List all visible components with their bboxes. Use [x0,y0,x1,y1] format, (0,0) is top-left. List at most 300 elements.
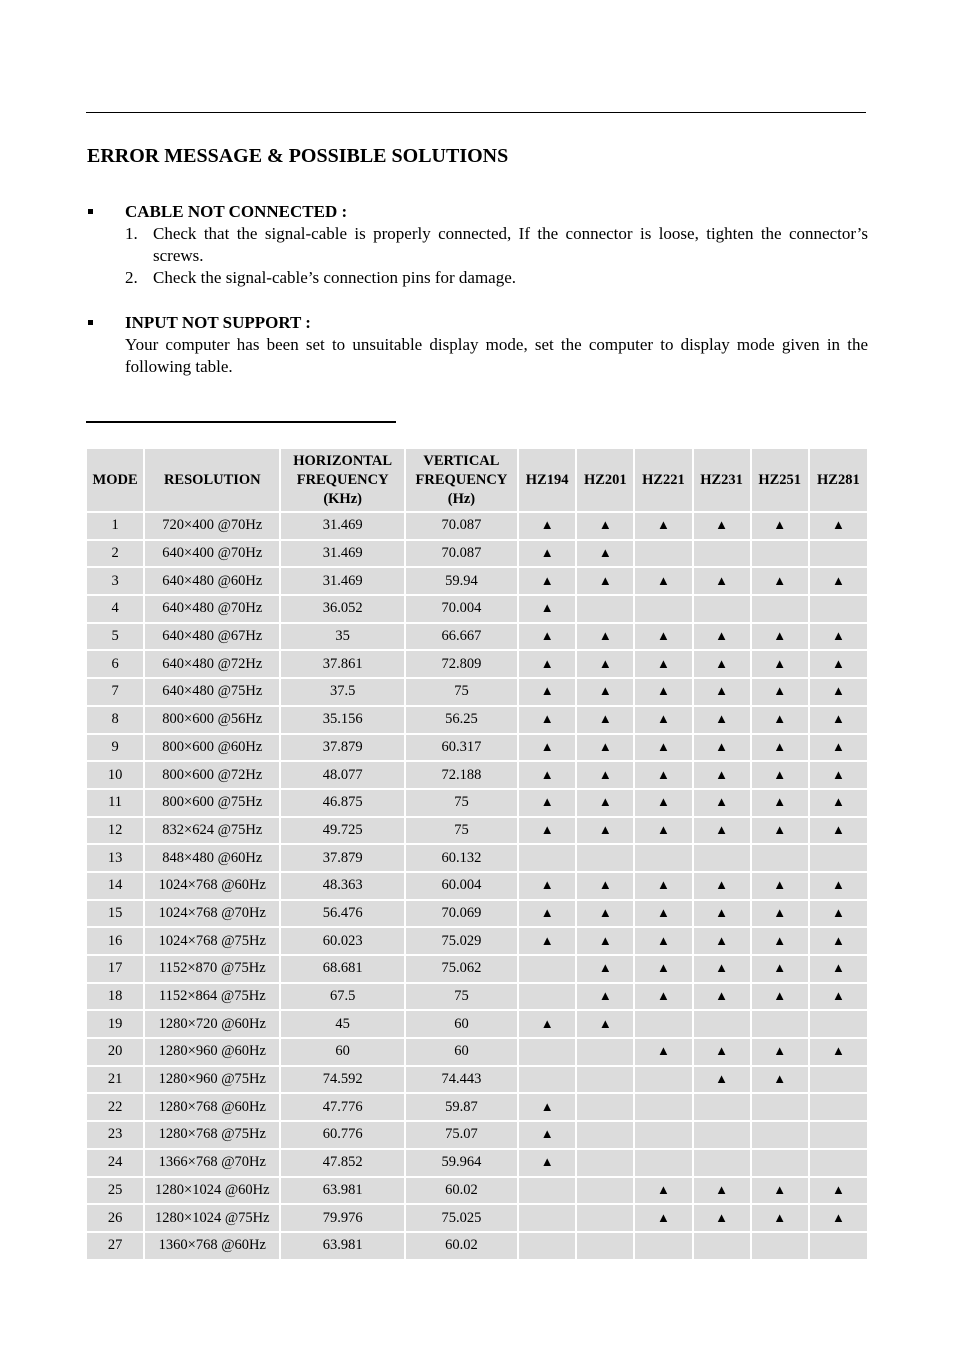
vertical-frequency-cell: 72.188 [406,762,517,788]
hz231-support-cell [694,624,750,650]
vertical-frequency-cell: 56.25 [406,707,517,733]
header-hz231: HZ231 [694,449,750,511]
hz281-support-cell [810,568,867,594]
mode-cell: 1 [87,513,143,539]
hz221-support-cell [635,762,691,788]
supported-triangle-icon: ▲ [715,683,728,699]
hz281-support-cell [810,790,867,816]
hz231-support-cell [694,1233,750,1259]
supported-triangle-icon: ▲ [715,821,728,837]
hz221-support-cell [635,1150,691,1176]
vertical-frequency-cell: 75 [406,818,517,844]
hz231-support-cell [694,513,750,539]
supported-triangle-icon: ▲ [540,628,554,644]
hz231-support-cell [694,984,750,1010]
vertical-frequency-cell: 72.809 [406,651,517,677]
supported-triangle-icon: ▲ [540,711,554,727]
resolution-cell: 848×480 @60Hz [145,845,279,871]
hz231-support-cell [694,568,750,594]
hz201-support-cell [577,1233,633,1259]
hz221-support-cell [635,1122,691,1148]
hz281-support-cell [810,651,867,677]
resolution-cell: 1280×960 @75Hz [145,1067,279,1093]
hz194-support-cell [519,1039,575,1065]
supported-triangle-icon: ▲ [656,1209,670,1225]
supported-triangle-icon: ▲ [715,572,728,588]
horizontal-frequency-cell: 36.052 [281,596,403,622]
mode-cell: 16 [87,928,143,954]
vertical-frequency-cell: 59.964 [406,1150,517,1176]
list-item [87,267,868,289]
hz221-support-cell [635,707,691,733]
supported-triangle-icon: ▲ [540,683,554,699]
horizontal-frequency-cell: 49.725 [281,818,403,844]
supported-triangle-icon: ▲ [540,600,554,616]
supported-triangle-icon: ▲ [540,1126,554,1142]
hz201-support-cell [577,596,633,622]
hz281-support-cell [810,679,867,705]
hz231-support-cell [694,818,750,844]
hz201-support-cell [577,762,633,788]
resolution-cell: 800×600 @56Hz [145,707,279,733]
supported-triangle-icon: ▲ [656,904,670,920]
hz221-support-cell [635,901,691,927]
header-hz221: HZ221 [635,449,691,511]
supported-triangle-icon: ▲ [540,1154,554,1170]
supported-triangle-icon: ▲ [540,572,554,588]
horizontal-frequency-cell: 47.776 [281,1094,403,1120]
hz194-support-cell [519,541,575,567]
supported-triangle-icon: ▲ [831,960,845,976]
hz194-support-cell [519,873,575,899]
hz201-support-cell [577,513,633,539]
hz221-support-cell [635,956,691,982]
supported-triangle-icon: ▲ [598,572,612,588]
hz221-support-cell [635,624,691,650]
supported-triangle-icon: ▲ [656,738,670,754]
supported-triangle-icon: ▲ [715,738,728,754]
horizontal-frequency-cell: 68.681 [281,956,403,982]
supported-triangle-icon: ▲ [656,1043,670,1059]
hz231-support-cell [694,707,750,733]
cable-title [87,201,868,223]
mode-cell: 7 [87,679,143,705]
resolution-cell: 1024×768 @70Hz [145,901,279,927]
resolution-cell: 1280×768 @75Hz [145,1122,279,1148]
supported-triangle-icon: ▲ [773,517,787,533]
mode-cell: 13 [87,845,143,871]
vertical-frequency-cell: 75.029 [406,928,517,954]
hz201-support-cell [577,1178,633,1204]
table-header-row [87,449,867,511]
hz251-support-cell [752,1094,808,1120]
resolution-cell: 640×480 @72Hz [145,651,279,677]
hz251-support-cell [752,1039,808,1065]
hz251-support-cell [752,1205,808,1231]
resolution-cell: 1152×864 @75Hz [145,984,279,1010]
supported-triangle-icon: ▲ [773,932,787,948]
resolution-cell: 1280×1024 @60Hz [145,1178,279,1204]
supported-triangle-icon: ▲ [831,932,845,948]
hz221-support-cell [635,1205,691,1231]
table-row [87,790,867,816]
resolution-cell: 720×400 @70Hz [145,513,279,539]
hz221-support-cell [635,845,691,871]
supported-triangle-icon: ▲ [656,766,670,782]
mode-cell: 12 [87,818,143,844]
table-row [87,651,867,677]
supported-triangle-icon: ▲ [773,738,787,754]
supported-triangle-icon: ▲ [715,1209,728,1225]
mode-cell: 10 [87,762,143,788]
step-number: 2. [125,268,138,287]
hz194-support-cell [519,1205,575,1231]
hz194-support-cell [519,901,575,927]
hz281-support-cell [810,873,867,899]
supported-triangle-icon: ▲ [540,1098,554,1114]
resolution-cell: 1280×960 @60Hz [145,1039,279,1065]
resolution-cell: 800×600 @72Hz [145,762,279,788]
supported-triangle-icon: ▲ [831,988,845,1004]
hz281-support-cell [810,596,867,622]
supported-triangle-icon: ▲ [773,1209,787,1225]
hz231-support-cell [694,596,750,622]
supported-triangle-icon: ▲ [715,766,728,782]
hz251-support-cell [752,596,808,622]
hz231-support-cell [694,1094,750,1120]
hz251-support-cell [752,928,808,954]
supported-triangle-icon: ▲ [831,904,845,920]
hz251-support-cell [752,735,808,761]
hz251-support-cell [752,845,808,871]
input-section [87,312,868,378]
vertical-frequency-cell: 75.07 [406,1122,517,1148]
vertical-frequency-cell: 75 [406,790,517,816]
supported-triangle-icon: ▲ [656,628,670,644]
hz221-support-cell [635,1094,691,1120]
resolution-cell: 800×600 @75Hz [145,790,279,816]
supported-triangle-icon: ▲ [540,904,554,920]
vertical-frequency-cell: 70.004 [406,596,517,622]
hz251-support-cell [752,513,808,539]
vertical-frequency-cell: 75 [406,679,517,705]
mode-cell: 9 [87,735,143,761]
table-row [87,1039,867,1065]
hz281-support-cell [810,1067,867,1093]
header-hz251: HZ251 [752,449,808,511]
hz281-support-cell [810,984,867,1010]
horizontal-frequency-cell: 74.592 [281,1067,403,1093]
hz281-support-cell [810,707,867,733]
table-row [87,1150,867,1176]
hz194-support-cell [519,790,575,816]
hz194-support-cell [519,1233,575,1259]
hz194-support-cell [519,1178,575,1204]
horizontal-frequency-cell: 67.5 [281,984,403,1010]
hz251-support-cell [752,790,808,816]
hz201-support-cell [577,956,633,982]
supported-triangle-icon: ▲ [831,821,845,837]
table-row [87,956,867,982]
cable-section [87,201,868,289]
hz221-support-cell [635,541,691,567]
vertical-frequency-cell: 75 [406,984,517,1010]
vertical-frequency-cell: 60.02 [406,1233,517,1259]
supported-triangle-icon: ▲ [773,572,787,588]
hz194-support-cell [519,679,575,705]
supported-triangle-icon: ▲ [598,628,612,644]
hz281-support-cell [810,1011,867,1037]
table-row [87,624,867,650]
mode-cell: 5 [87,624,143,650]
display-modes-table [85,447,869,1261]
supported-triangle-icon: ▲ [540,517,554,533]
hz231-support-cell [694,1178,750,1204]
hz231-support-cell [694,928,750,954]
hz281-support-cell [810,624,867,650]
horizontal-frequency-cell: 35.156 [281,707,403,733]
page-heading: ERROR MESSAGE & POSSIBLE SOLUTIONS [87,145,509,167]
supported-triangle-icon: ▲ [715,932,728,948]
hz251-support-cell [752,624,808,650]
vertical-frequency-cell: 59.87 [406,1094,517,1120]
supported-triangle-icon: ▲ [715,960,728,976]
mode-cell: 23 [87,1122,143,1148]
hz251-support-cell [752,873,808,899]
header-vertical-frequency: VERTICAL FREQUENCY (Hz) [406,449,517,511]
horizontal-frequency-cell: 31.469 [281,513,403,539]
horizontal-frequency-cell: 60.776 [281,1122,403,1148]
supported-triangle-icon: ▲ [540,655,554,671]
hz201-support-cell [577,928,633,954]
hz281-support-cell [810,541,867,567]
hz221-support-cell [635,1039,691,1065]
hz201-support-cell [577,1039,633,1065]
hz231-support-cell [694,845,750,871]
horizontal-frequency-cell: 48.077 [281,762,403,788]
horizontal-frequency-cell: 60.023 [281,928,403,954]
hz201-support-cell [577,1205,633,1231]
supported-triangle-icon: ▲ [773,904,787,920]
input-title-text: INPUT NOT SUPPORT : [125,313,311,332]
hz251-support-cell [752,818,808,844]
table-row [87,1233,867,1259]
hz201-support-cell [577,901,633,927]
hz201-support-cell [577,568,633,594]
hz251-support-cell [752,651,808,677]
top-rule [86,112,866,113]
vertical-frequency-cell: 60.132 [406,845,517,871]
supported-triangle-icon: ▲ [773,655,787,671]
hz251-support-cell [752,1122,808,1148]
hz281-support-cell [810,901,867,927]
supported-triangle-icon: ▲ [773,711,787,727]
resolution-cell: 1280×768 @60Hz [145,1094,279,1120]
resolution-cell: 640×480 @75Hz [145,679,279,705]
resolution-cell: 800×600 @60Hz [145,735,279,761]
supported-triangle-icon: ▲ [831,628,845,644]
vertical-frequency-cell: 70.087 [406,513,517,539]
cable-steps [87,223,868,289]
table-row [87,1011,867,1037]
supported-triangle-icon: ▲ [598,517,612,533]
hz281-support-cell [810,1150,867,1176]
vertical-frequency-cell: 75.025 [406,1205,517,1231]
mode-cell: 3 [87,568,143,594]
mode-cell: 20 [87,1039,143,1065]
supported-triangle-icon: ▲ [831,738,845,754]
supported-triangle-icon: ▲ [656,794,670,810]
supported-triangle-icon: ▲ [773,1071,787,1087]
supported-triangle-icon: ▲ [540,794,554,810]
horizontal-frequency-cell: 63.981 [281,1233,403,1259]
table-row [87,984,867,1010]
supported-triangle-icon: ▲ [831,655,845,671]
supported-triangle-icon: ▲ [715,904,728,920]
resolution-cell: 1360×768 @60Hz [145,1233,279,1259]
vertical-frequency-cell: 60 [406,1039,517,1065]
hz231-support-cell [694,790,750,816]
mode-cell: 26 [87,1205,143,1231]
supported-triangle-icon: ▲ [715,628,728,644]
supported-triangle-icon: ▲ [831,572,845,588]
supported-triangle-icon: ▲ [656,683,670,699]
table-row [87,762,867,788]
hz281-support-cell [810,735,867,761]
vertical-frequency-cell: 70.087 [406,541,517,567]
supported-triangle-icon: ▲ [598,904,612,920]
vertical-frequency-cell: 74.443 [406,1067,517,1093]
table-row [87,1067,867,1093]
supported-triangle-icon: ▲ [831,766,845,782]
hz251-support-cell [752,956,808,982]
supported-triangle-icon: ▲ [715,517,728,533]
mode-cell: 2 [87,541,143,567]
resolution-cell: 640×400 @70Hz [145,541,279,567]
hz281-support-cell [810,928,867,954]
hz221-support-cell [635,818,691,844]
resolution-cell: 1280×720 @60Hz [145,1011,279,1037]
horizontal-frequency-cell: 31.469 [281,568,403,594]
hz194-support-cell [519,651,575,677]
hz221-support-cell [635,735,691,761]
mode-cell: 14 [87,873,143,899]
hz251-support-cell [752,1150,808,1176]
supported-triangle-icon: ▲ [598,932,612,948]
hz281-support-cell [810,845,867,871]
supported-triangle-icon: ▲ [831,877,845,893]
table-row [87,735,867,761]
supported-triangle-icon: ▲ [598,794,612,810]
table-row [87,1178,867,1204]
horizontal-frequency-cell: 37.5 [281,679,403,705]
hz221-support-cell [635,928,691,954]
hz231-support-cell [694,1205,750,1231]
cable-title-text: CABLE NOT CONNECTED : [125,202,348,221]
hz221-support-cell [635,1011,691,1037]
vertical-frequency-cell: 70.069 [406,901,517,927]
supported-triangle-icon: ▲ [656,960,670,976]
horizontal-frequency-cell: 79.976 [281,1205,403,1231]
hz194-support-cell [519,513,575,539]
header-hz201: HZ201 [577,449,633,511]
vertical-frequency-cell: 60.02 [406,1178,517,1204]
table-row [87,928,867,954]
supported-triangle-icon: ▲ [773,821,787,837]
horizontal-frequency-cell: 31.469 [281,541,403,567]
resolution-cell: 1280×1024 @75Hz [145,1205,279,1231]
resolution-cell: 1152×870 @75Hz [145,956,279,982]
hz201-support-cell [577,679,633,705]
hz194-support-cell [519,735,575,761]
supported-triangle-icon: ▲ [831,1043,845,1059]
mode-cell: 4 [87,596,143,622]
supported-triangle-icon: ▲ [715,1181,728,1197]
supported-triangle-icon: ▲ [715,711,728,727]
square-bullet-icon [88,320,93,325]
step-text: Check the signal-cable’s connection pins for damage. [153,268,517,287]
supported-triangle-icon: ▲ [598,655,612,671]
supported-triangle-icon: ▲ [831,683,845,699]
header-resolution: RESOLUTION [145,449,279,511]
supported-triangle-icon: ▲ [656,1181,670,1197]
header-mode: MODE [87,449,143,511]
mode-cell: 27 [87,1233,143,1259]
table-row [87,845,867,871]
resolution-cell: 832×624 @75Hz [145,818,279,844]
horizontal-frequency-cell: 37.861 [281,651,403,677]
supported-triangle-icon: ▲ [656,572,670,588]
hz231-support-cell [694,901,750,927]
hz221-support-cell [635,568,691,594]
hz231-support-cell [694,1039,750,1065]
resolution-cell: 1366×768 @70Hz [145,1150,279,1176]
input-description: Your computer has been set to unsuitable display mode, set the computer to display mode given in the following table. [125,335,868,376]
horizontal-frequency-cell: 56.476 [281,901,403,927]
supported-triangle-icon: ▲ [715,1071,728,1087]
supported-triangle-icon: ▲ [831,1209,845,1225]
step-text: Check that the signal-cable is properly connected, If the connector is loose, tighten the connector’s screws. [153,224,868,265]
hz281-support-cell [810,818,867,844]
hz194-support-cell [519,928,575,954]
hz201-support-cell [577,651,633,677]
hz281-support-cell [810,1122,867,1148]
supported-triangle-icon: ▲ [715,877,728,893]
hz194-support-cell [519,1150,575,1176]
hz201-support-cell [577,845,633,871]
hz221-support-cell [635,1067,691,1093]
hz194-support-cell [519,956,575,982]
vertical-frequency-cell: 60.004 [406,873,517,899]
hz231-support-cell [694,541,750,567]
vertical-frequency-cell: 66.667 [406,624,517,650]
vertical-frequency-cell: 59.94 [406,568,517,594]
supported-triangle-icon: ▲ [773,683,787,699]
supported-triangle-icon: ▲ [598,988,612,1004]
supported-triangle-icon: ▲ [540,932,554,948]
hz194-support-cell [519,1067,575,1093]
mode-cell: 17 [87,956,143,982]
hz221-support-cell [635,873,691,899]
supported-triangle-icon: ▲ [540,738,554,754]
hz281-support-cell [810,1233,867,1259]
vertical-frequency-cell: 75.062 [406,956,517,982]
supported-triangle-icon: ▲ [598,711,612,727]
supported-triangle-icon: ▲ [540,877,554,893]
hz251-support-cell [752,679,808,705]
supported-triangle-icon: ▲ [656,821,670,837]
hz251-support-cell [752,1011,808,1037]
